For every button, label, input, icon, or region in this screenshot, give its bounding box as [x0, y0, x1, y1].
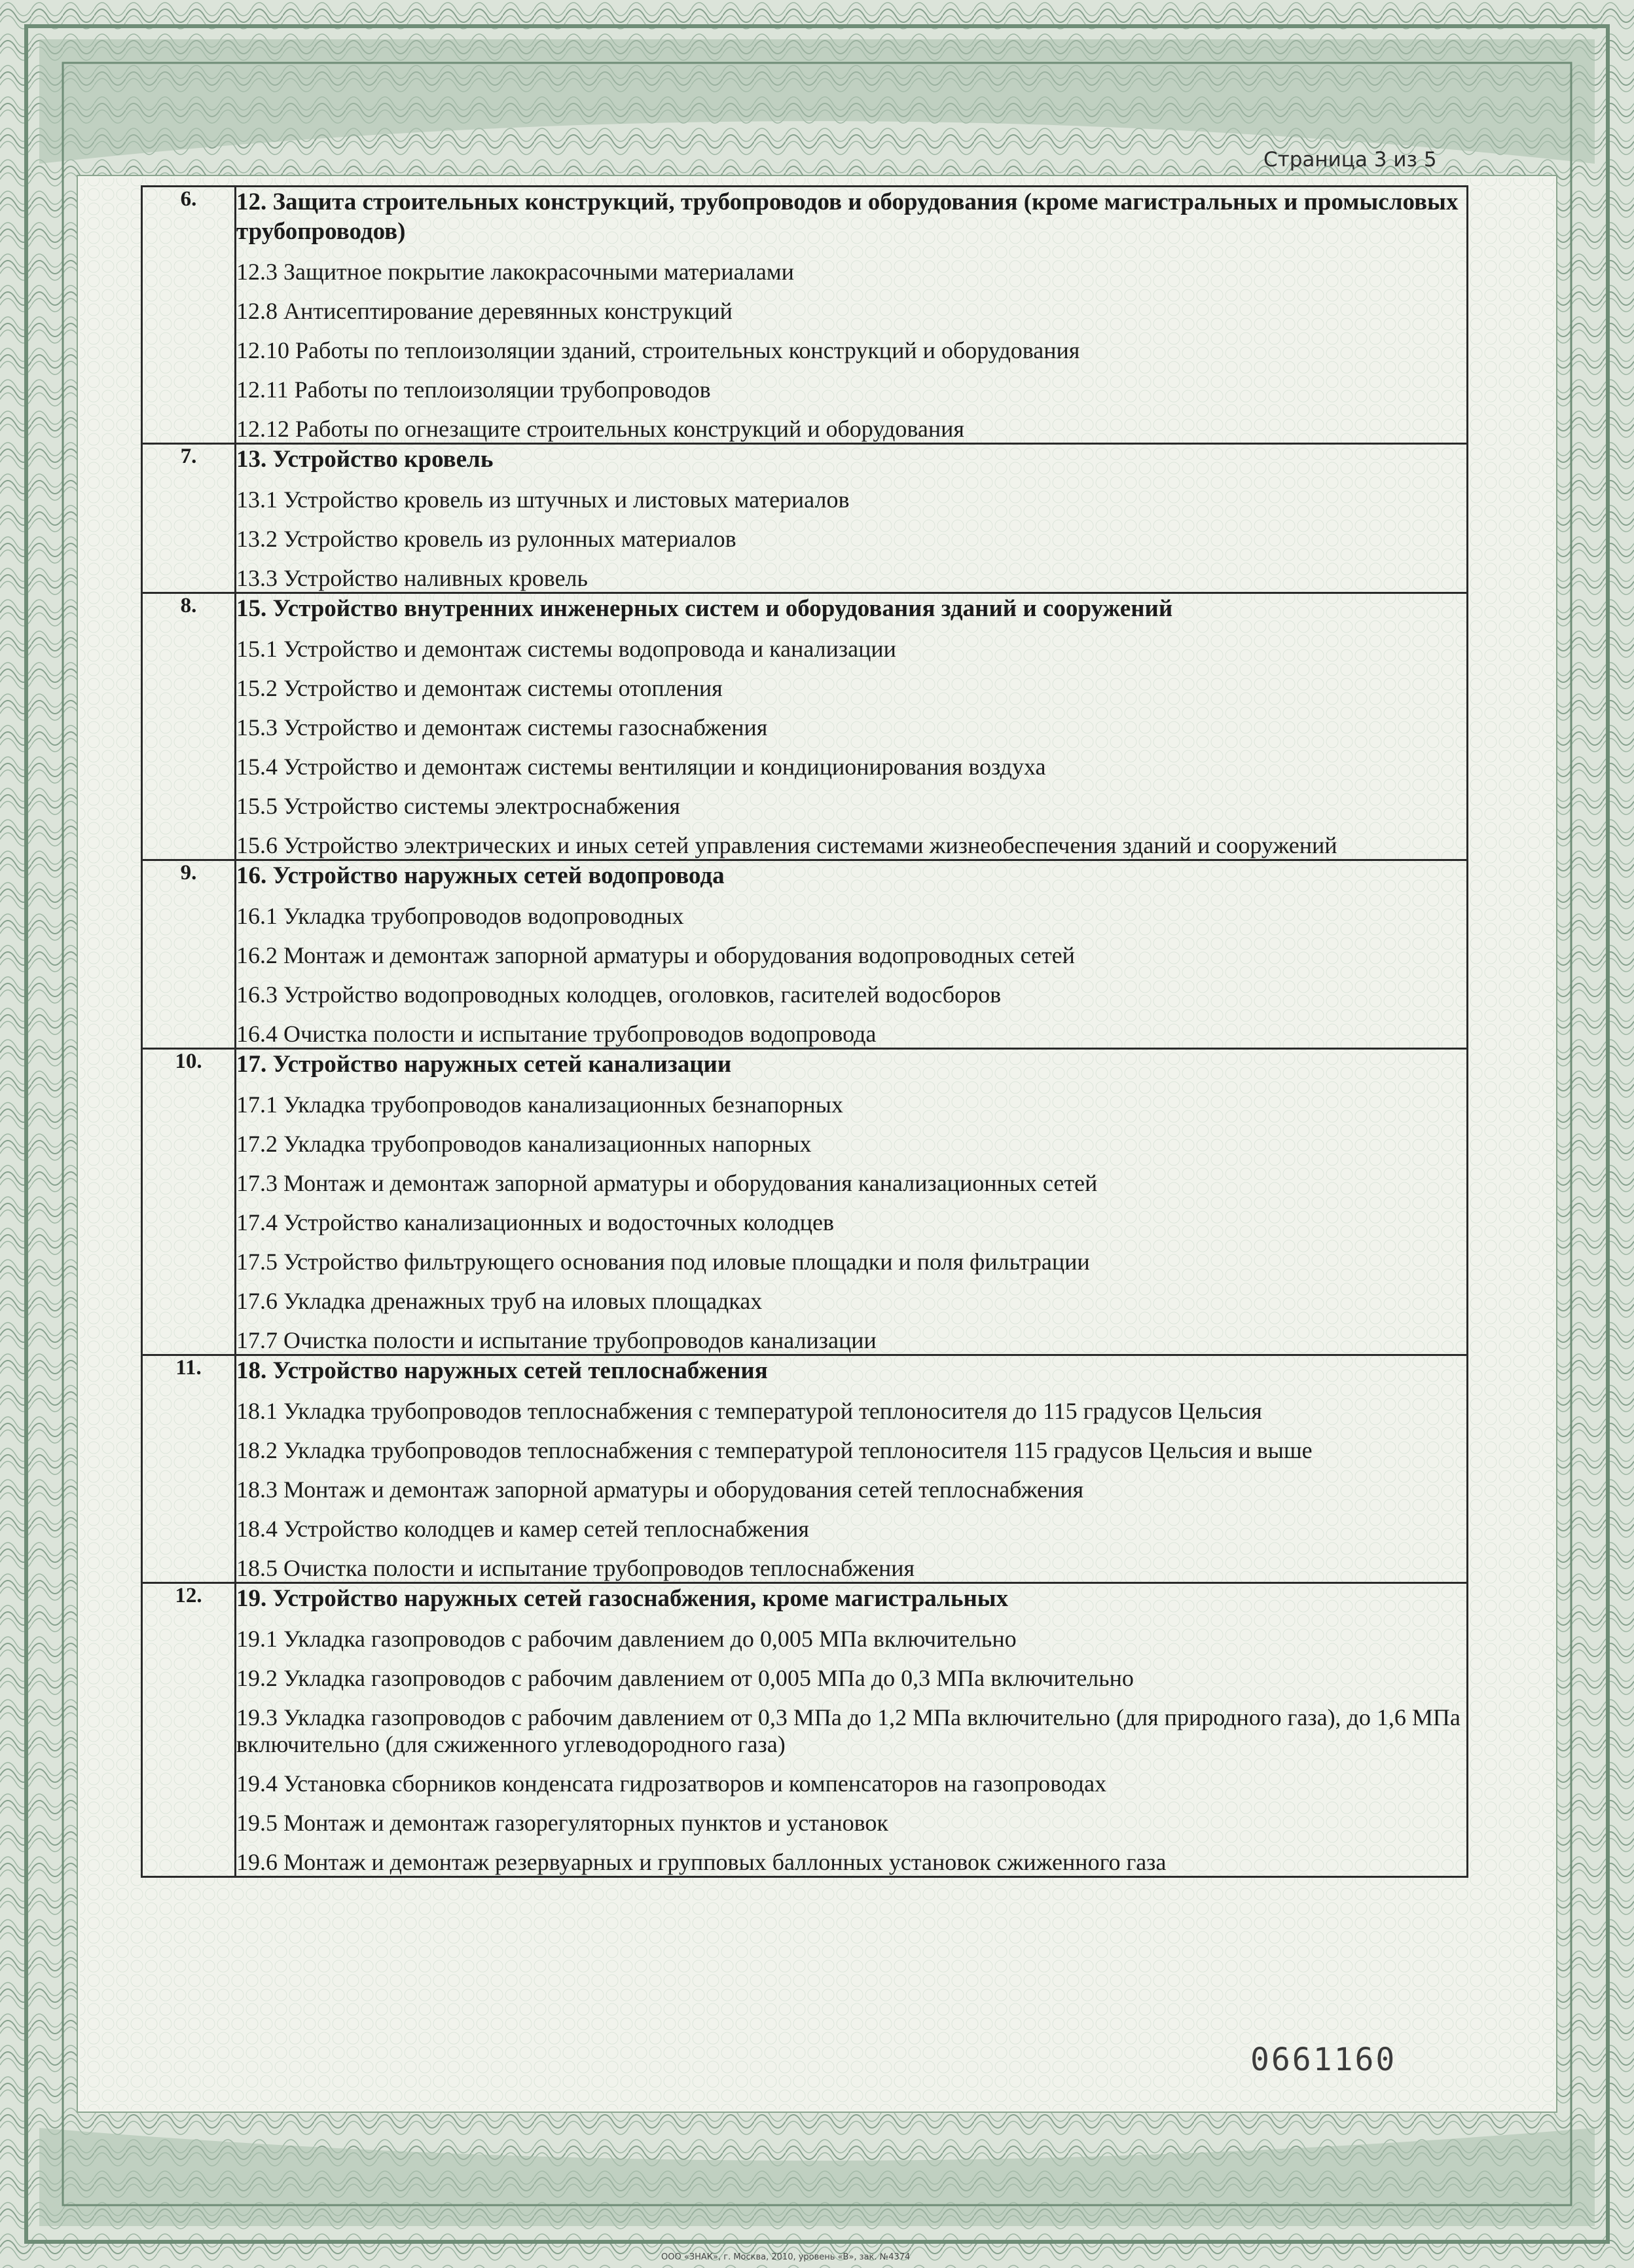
row-number: 12. — [142, 1583, 236, 1877]
row-number: 9. — [142, 860, 236, 1049]
table-row — [142, 593, 1468, 860]
work-item: 16.1 Укладка трубопроводов водопроводных — [236, 903, 684, 929]
work-item: 18.3 Монтаж и демонтаж запорной арматуры и оборудования сетей теплоснабжения — [236, 1476, 1084, 1503]
row-content — [236, 444, 1468, 593]
table-row — [142, 1583, 1468, 1877]
table-row — [142, 1355, 1468, 1583]
work-item: 17.3 Монтаж и демонтаж запорной арматуры и оборудования канализационных сетей — [236, 1170, 1098, 1196]
work-item: 12.11 Работы по теплоизоляции трубопроводов — [236, 376, 711, 403]
group-title: 18. Устройство наружных сетей теплоснабжения — [236, 1357, 768, 1384]
printer-imprint: ООО «ЗНАК», г. Москва, 2010, уровень «В», зак. №4374 — [661, 2252, 911, 2262]
row-content — [236, 1355, 1468, 1583]
work-item: 15.2 Устройство и демонтаж системы отопления — [236, 675, 723, 701]
work-item: 19.3 Укладка газопроводов с рабочим давлением от 0,3 МПа до 1,2 МПа включительно (для природного газа), до 1,6 МПа включительно (для сжиженного углеводородного газа) — [236, 1704, 1461, 1757]
work-item: 17.7 Очистка полости и испытание трубопроводов канализации — [236, 1327, 877, 1353]
row-number: 11. — [142, 1355, 236, 1583]
work-item: 17.5 Устройство фильтрующего основания под иловые площадки и поля фильтрации — [236, 1249, 1090, 1275]
work-item: 15.4 Устройство и демонтаж системы вентиляции и кондиционирования воздуха — [236, 754, 1046, 780]
group-title: 15. Устройство внутренних инженерных систем и оборудования зданий и сооружений — [236, 595, 1173, 622]
work-item: 17.4 Устройство канализационных и водосточных колодцев — [236, 1209, 834, 1235]
table-row — [142, 187, 1468, 444]
row-content — [236, 187, 1468, 444]
work-item: 19.5 Монтаж и демонтаж газорегуляторных пунктов и установок — [236, 1810, 888, 1836]
work-item: 16.4 Очистка полости и испытание трубопроводов водопровода — [236, 1021, 877, 1047]
row-content — [236, 1583, 1468, 1877]
group-title: 17. Устройство наружных сетей канализации — [236, 1051, 732, 1078]
row-number: 10. — [142, 1049, 236, 1355]
work-item: 12.10 Работы по теплоизоляции зданий, строительных конструкций и оборудования — [236, 337, 1080, 363]
table-body — [142, 187, 1468, 1877]
work-item: 15.1 Устройство и демонтаж системы водопровода и канализации — [236, 636, 896, 662]
work-item: 16.3 Устройство водопроводных колодцев, оголовков, гасителей водосборов — [236, 981, 1002, 1008]
row-number: 8. — [142, 593, 236, 860]
work-item: 18.4 Устройство колодцев и камер сетей теплоснабжения — [236, 1516, 809, 1542]
page-total: 5 — [1423, 148, 1437, 172]
work-item: 17.1 Укладка трубопроводов канализационных безнапорных — [236, 1091, 843, 1118]
page-number-label — [1263, 148, 1437, 172]
page-label-sep: из — [1393, 148, 1417, 172]
work-item: 16.2 Монтаж и демонтаж запорной арматуры и оборудования водопроводных сетей — [236, 942, 1075, 968]
work-item: 15.5 Устройство системы электроснабжения — [236, 793, 680, 819]
work-item: 17.6 Укладка дренажных труб на иловых площадках — [236, 1288, 763, 1314]
group-title: 12. Защита строительных конструкций, трубопроводов и оборудования (кроме магистральных и промысловых трубопроводов) — [236, 189, 1459, 245]
work-item: 12.8 Антисептирование деревянных конструкций — [236, 298, 733, 324]
row-content — [236, 860, 1468, 1049]
work-item: 12.12 Работы по огнезащите строительных конструкций и оборудования — [236, 416, 964, 442]
serial-number: 0661160 — [1250, 2041, 1397, 2078]
work-item: 19.1 Укладка газопроводов с рабочим давлением до 0,005 МПа включительно — [236, 1626, 1017, 1652]
row-number: 6. — [142, 187, 236, 444]
page-current: 3 — [1373, 148, 1387, 172]
work-item: 13.3 Устройство наливных кровель — [236, 565, 588, 591]
group-title: 13. Устройство кровель — [236, 446, 494, 473]
work-item: 18.2 Укладка трубопроводов теплоснабжения с температурой теплоносителя 115 градусов Цельсия и выше — [236, 1437, 1313, 1463]
work-item: 17.2 Укладка трубопроводов канализационных напорных — [236, 1131, 812, 1157]
page-label-prefix: Страница — [1263, 148, 1368, 172]
table-row — [142, 444, 1468, 593]
work-item: 19.2 Укладка газопроводов с рабочим давлением от 0,005 МПа до 0,3 МПа включительно — [236, 1665, 1134, 1691]
group-title: 19. Устройство наружных сетей газоснабжения, кроме магистральных — [236, 1585, 1009, 1612]
work-item: 15.3 Устройство и демонтаж системы газоснабжения — [236, 714, 768, 741]
work-item: 19.6 Монтаж и демонтаж резервуарных и групповых баллонных установок сжиженного газа — [236, 1849, 1167, 1875]
table-row — [142, 860, 1468, 1049]
work-item: 18.5 Очистка полости и испытание трубопроводов теплоснабжения — [236, 1555, 915, 1581]
work-item: 18.1 Укладка трубопроводов теплоснабжения с температурой теплоносителя до 115 градусов Цельсия — [236, 1398, 1262, 1424]
work-item: 13.1 Устройство кровель из штучных и листовых материалов — [236, 486, 850, 513]
group-title: 16. Устройство наружных сетей водопровода — [236, 862, 725, 889]
work-item: 13.2 Устройство кровель из рулонных материалов — [236, 526, 736, 552]
work-item: 19.4 Установка сборников конденсата гидрозатворов и компенсаторов на газопроводах — [236, 1770, 1107, 1797]
row-number: 7. — [142, 444, 236, 593]
row-content — [236, 1049, 1468, 1355]
work-item: 12.3 Защитное покрытие лакокрасочными материалами — [236, 259, 794, 285]
work-types-table — [141, 185, 1468, 1878]
table-row — [142, 1049, 1468, 1355]
work-item: 15.6 Устройство электрических и иных сетей управления системами жизнеобеспечения зданий и сооружений — [236, 832, 1337, 858]
row-content — [236, 593, 1468, 860]
